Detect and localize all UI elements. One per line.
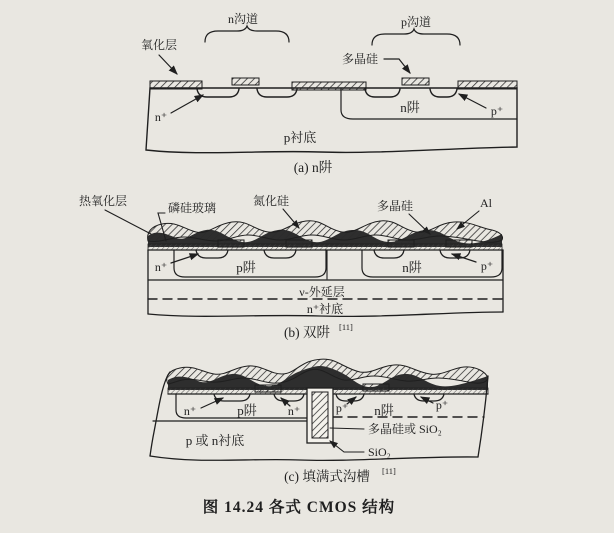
body-left-edge <box>150 372 170 456</box>
oxide-leader-arrow <box>159 55 177 74</box>
label-n-substrate: n⁺衬底 <box>306 302 344 316</box>
caption-b-ref: [11] <box>339 322 353 332</box>
diffusion-region <box>264 250 296 258</box>
label-n-plus-mid: n⁺ <box>287 404 301 418</box>
gate-electrode <box>218 240 244 247</box>
label-polysilicon: 多晶硅 <box>341 52 379 66</box>
gate-electrode <box>446 240 472 247</box>
label-n-plus-left: n⁺ <box>183 404 197 418</box>
diffusion-region <box>336 394 364 401</box>
p-channel-brace <box>372 29 460 45</box>
gate-electrode <box>388 240 414 247</box>
label-oxide-layer: 氧化层 <box>140 38 178 52</box>
gate-electrode <box>255 385 281 392</box>
field-oxide <box>458 81 517 89</box>
diffusion-region <box>440 250 470 258</box>
gate-electrode <box>286 240 312 247</box>
label-p-well: p阱 <box>236 260 256 275</box>
n-plus-arrow <box>171 95 203 113</box>
body-bottom-wavy <box>150 456 478 460</box>
label-nitride: 氮化硅 <box>252 194 290 208</box>
label-n-well: n阱 <box>374 403 394 418</box>
p-plus-arrow <box>459 94 486 108</box>
caption-b: (b) 双阱 <box>283 325 331 340</box>
diffusion-region <box>374 250 404 258</box>
diffusion-region <box>257 89 297 97</box>
liner-arrow <box>330 441 364 452</box>
caption-c-ref: [11] <box>382 466 396 476</box>
label-polysilicon: 多晶硅 <box>376 199 414 213</box>
n-plus-arrow <box>171 254 198 263</box>
label-p-plus: p⁺ <box>480 259 494 273</box>
diffusion-region <box>274 394 304 401</box>
caption-a: (a) n阱 <box>293 160 333 175</box>
diffusion-region <box>430 89 457 97</box>
poly-leader-arrow <box>384 59 410 73</box>
trench-fill-leader <box>330 428 364 429</box>
label-p-channel: p沟道 <box>400 15 432 29</box>
diffusion-region <box>197 89 239 97</box>
label-trench-liner: SiO₂ <box>368 445 391 459</box>
diffusion-region <box>196 250 228 258</box>
label-substrate: p 或 n衬底 <box>185 433 245 448</box>
label-p-plus-right: p⁺ <box>435 398 449 412</box>
gate-electrode <box>363 384 389 391</box>
label-p-well: p阱 <box>237 403 257 418</box>
diagram-a <box>141 12 517 175</box>
label-aluminum: Al <box>480 196 492 210</box>
trench-fill-poly <box>312 392 328 438</box>
label-n-well: n阱 <box>400 100 420 115</box>
label-n-channel: n沟道 <box>227 12 259 26</box>
thermal-oxide-leader <box>105 210 151 234</box>
gate-electrode <box>402 78 429 85</box>
gate-electrode <box>232 78 259 85</box>
field-oxide <box>150 81 202 89</box>
p-plus-right-arrow <box>421 397 433 403</box>
nitride-arrow <box>283 209 299 228</box>
label-n-plus: n⁺ <box>154 260 168 274</box>
label-p-plus-mid: p⁺ <box>335 401 349 415</box>
n-channel-brace <box>205 26 289 42</box>
diffusion-region <box>365 89 400 97</box>
label-n-well: n阱 <box>402 260 422 275</box>
n-plus-left-arrow <box>201 398 223 408</box>
figure-caption: 图 14.24 各式 CMOS 结构 <box>202 499 396 516</box>
substrate-outline <box>146 88 517 153</box>
diagram-b <box>79 193 503 340</box>
label-n-plus: n⁺ <box>154 110 168 124</box>
label-trench-fill: 多晶硅或 SiO₂ <box>368 422 442 436</box>
label-epi-layer: ν-外延层 <box>299 285 345 299</box>
diagram-c <box>150 359 488 484</box>
label-psg: 磷硅玻璃 <box>167 201 217 215</box>
label-thermal-oxide: 热氧化层 <box>78 194 128 208</box>
label-p-plus: p⁺ <box>490 104 504 118</box>
caption-c: (c) 填满式沟槽 <box>284 469 370 484</box>
oxide-strip <box>168 388 307 394</box>
label-p-substrate: p衬底 <box>283 130 317 145</box>
oxide-strip <box>333 388 488 394</box>
field-oxide <box>292 82 366 90</box>
